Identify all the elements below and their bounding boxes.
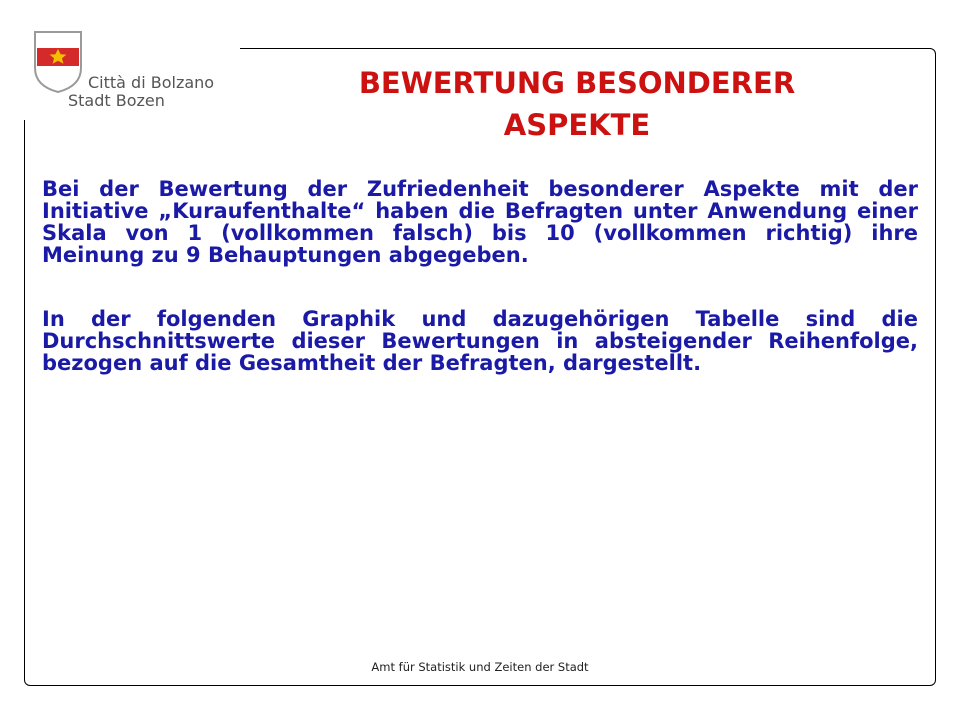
paragraph-description: In der folgenden Graphik und dazugehörigen Tabelle sind die Durchschnittswerte dieser Bewertungen in absteigender Reihenfolge, bezogen auf die Gesamtheit der Befragten, dargestellt.	[42, 307, 918, 375]
slide-title	[260, 62, 894, 146]
slide-title-line-2: ASPEKTE	[503, 108, 651, 142]
city-logo	[30, 28, 230, 118]
city-name	[68, 74, 214, 110]
paragraph-intro: Bei der Bewertung der Zufriedenheit besonderer Aspekte mit der Initiative „Kuraufenthalte“ haben die Befragten unter Anwendung einer Skala von 1 (vollkommen falsch) bis 10 (vollkommen richtig) ihre Meinung zu 9 Behauptungen abgegeben.	[42, 177, 918, 267]
slide-footer: Amt für Statistik und Zeiten der Stadt	[371, 660, 589, 674]
city-name-german: Stadt Bozen	[68, 91, 165, 110]
city-name-italian: Città di Bolzano	[88, 73, 215, 92]
slide-body	[42, 178, 918, 374]
slide-title-line-1: BEWERTUNG BESONDERER	[358, 66, 796, 100]
